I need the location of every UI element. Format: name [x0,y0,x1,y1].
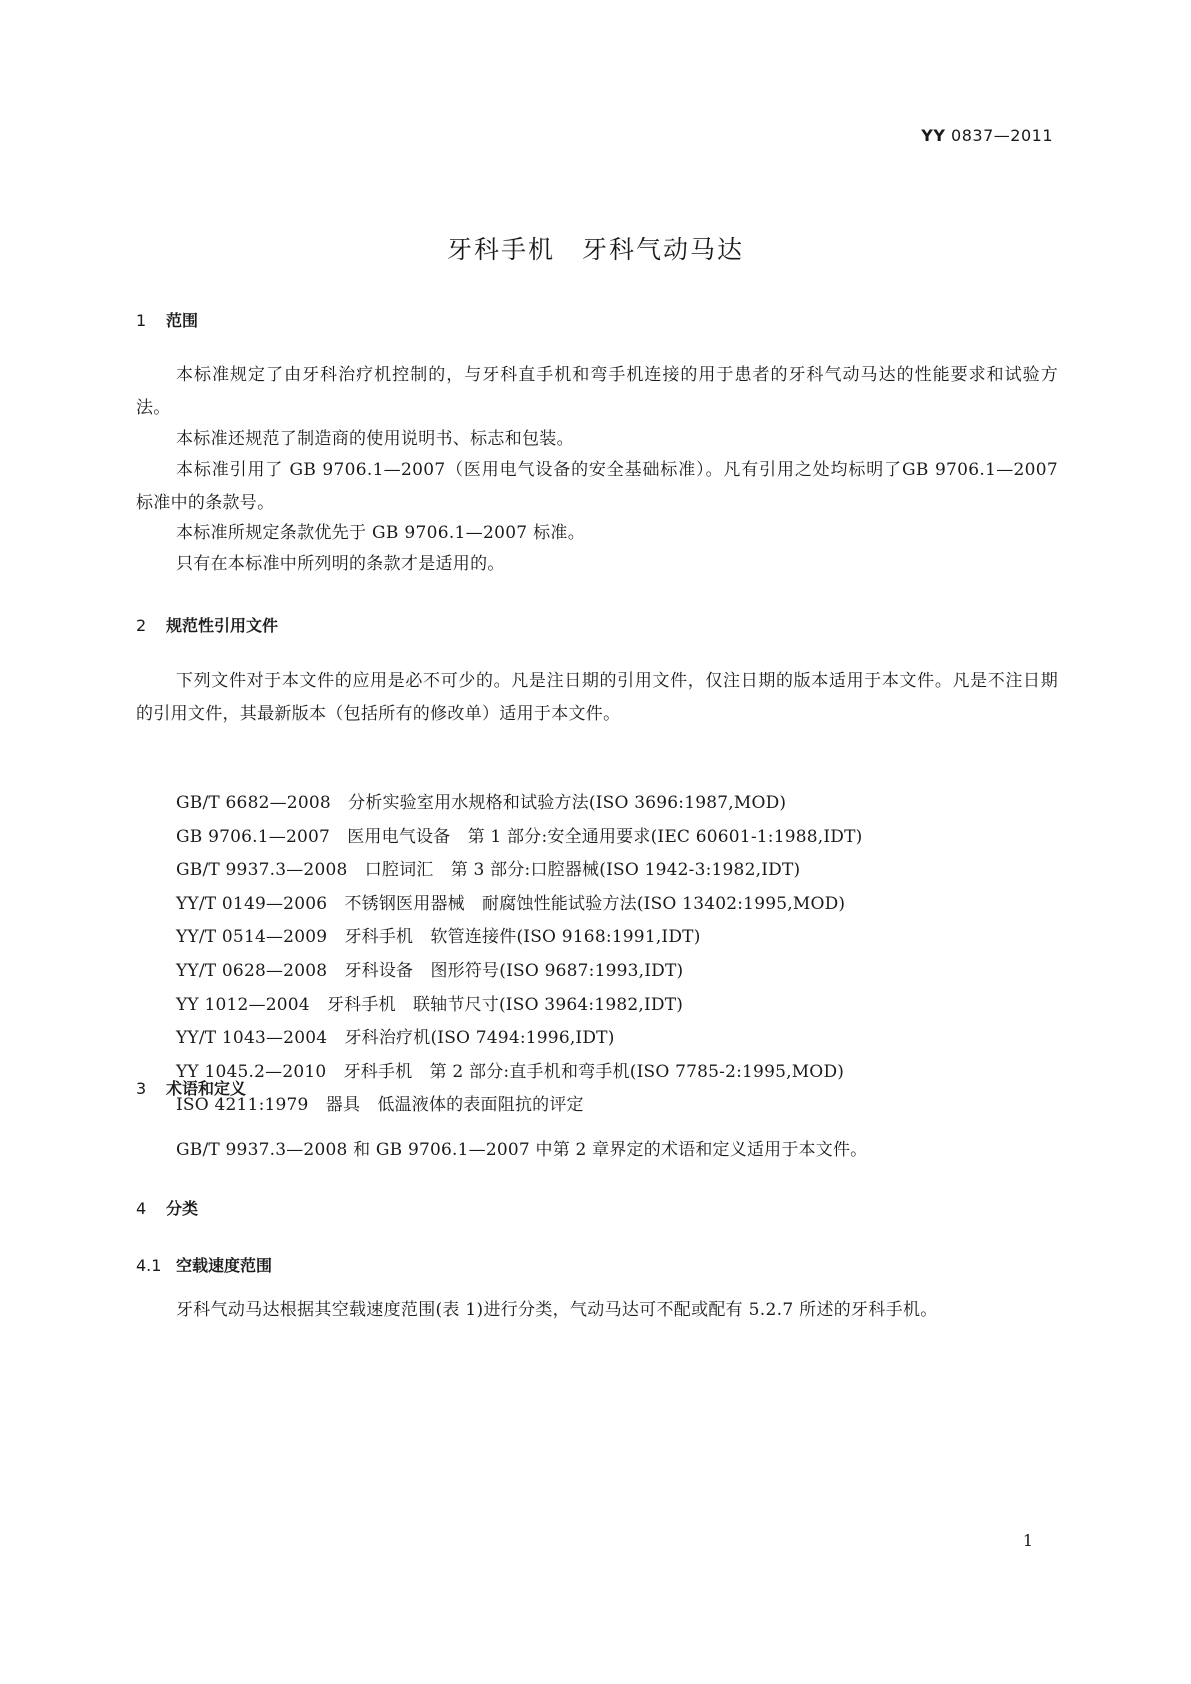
reference-item: YY 1012—2004 牙科手机 联轴节尺寸(ISO 3964:1982,IDT) [176,994,684,1015]
reference-item: GB/T 9937.3—2008 口腔词汇 第 3 部分:口腔器械(ISO 1942-3:1982,IDT) [176,860,801,881]
reference-item: ISO 4211:1979 器具 低温液体的表面阻抗的评定 [176,1095,584,1116]
section-title: 分类 [166,1199,199,1218]
section-1-heading [136,308,198,331]
section-4-1-heading [136,1253,272,1276]
standard-code-prefix: YY [921,126,946,145]
reference-item: YY/T 0149—2006 不锈钢医用器械 耐腐蚀性能试验方法(ISO 13402:1995,MOD) [176,893,846,914]
section-3-text: GB/T 9937.3—2008 和 GB 9706.1—2007 中第 2 章界定的术语和定义适用于本文件。 [176,1140,868,1160]
section-3-heading [136,1076,246,1099]
normative-reference-list [176,787,863,1123]
reference-item: YY 1045.2—2010 牙科手机 第 2 部分:直手机和弯手机(ISO 7785-2:1995,MOD) [176,1061,845,1082]
section-number: 4 [136,1199,147,1218]
section-title: 范围 [166,311,199,330]
section-1-paragraph: 本标准所规定条款优先于 GB 9706.1—2007 标准。 [176,523,586,543]
section-4-1-text: 牙科气动马达根据其空载速度范围(表 1)进行分类，气动马达可不配或配有 5.2.7 所述的牙科手机。 [176,1300,938,1320]
reference-item: YY/T 1043—2004 牙科治疗机(ISO 7494:1996,IDT) [176,1028,615,1049]
section-1-paragraph: 本标准引用了 GB 9706.1—2007（医用电气设备的安全基础标准）。凡有引用之处均标明了GB 9706.1—2007 标准中的条款号。 [136,460,1058,513]
section-title: 术语和定义 [166,1079,247,1098]
reference-item: GB 9706.1—2007 医用电气设备 第 1 部分:安全通用要求(IEC 60601-1:1988,IDT) [176,826,863,847]
reference-item: YY/T 0514—2009 牙科手机 软管连接件(ISO 9168:1991,IDT) [176,927,701,948]
section-1-paragraph: 只有在本标准中所列明的条款才是适用的。 [176,554,505,574]
section-2-heading [136,613,278,636]
reference-item: YY/T 0628—2008 牙科设备 图形符号(ISO 9687:1993,IDT) [176,960,684,981]
reference-item: GB/T 6682—2008 分析实验室用水规格和试验方法(ISO 3696:1987,MOD) [176,793,787,813]
section-title: 空载速度范围 [176,1256,273,1275]
standard-code-number: 0837—2011 [945,126,1053,145]
section-4-heading [136,1196,198,1219]
section-number: 4.1 [136,1256,162,1275]
document-title: 牙科手机 牙科气动马达 [446,235,744,264]
section-1-paragraph: 本标准规定了由牙科治疗机控制的，与牙科直手机和弯手机连接的用于患者的牙科气动马达的性能要求和试验方法。 [136,365,1058,418]
section-1-paragraph: 本标准还规范了制造商的使用说明书、标志和包装。 [176,429,574,449]
section-number: 1 [136,311,147,330]
section-number: 3 [136,1079,147,1098]
section-2-intro: 下列文件对于本文件的应用是必不可少的。凡是注日期的引用文件，仅注日期的版本适用于本文件。凡是不注日期的引用文件，其最新版本（包括所有的修改单）适用于本文件。 [136,671,1058,724]
section-title: 规范性引用文件 [166,616,279,635]
section-number: 2 [136,616,147,635]
page-number: 1 [1022,1531,1033,1550]
standard-code [921,126,1053,145]
